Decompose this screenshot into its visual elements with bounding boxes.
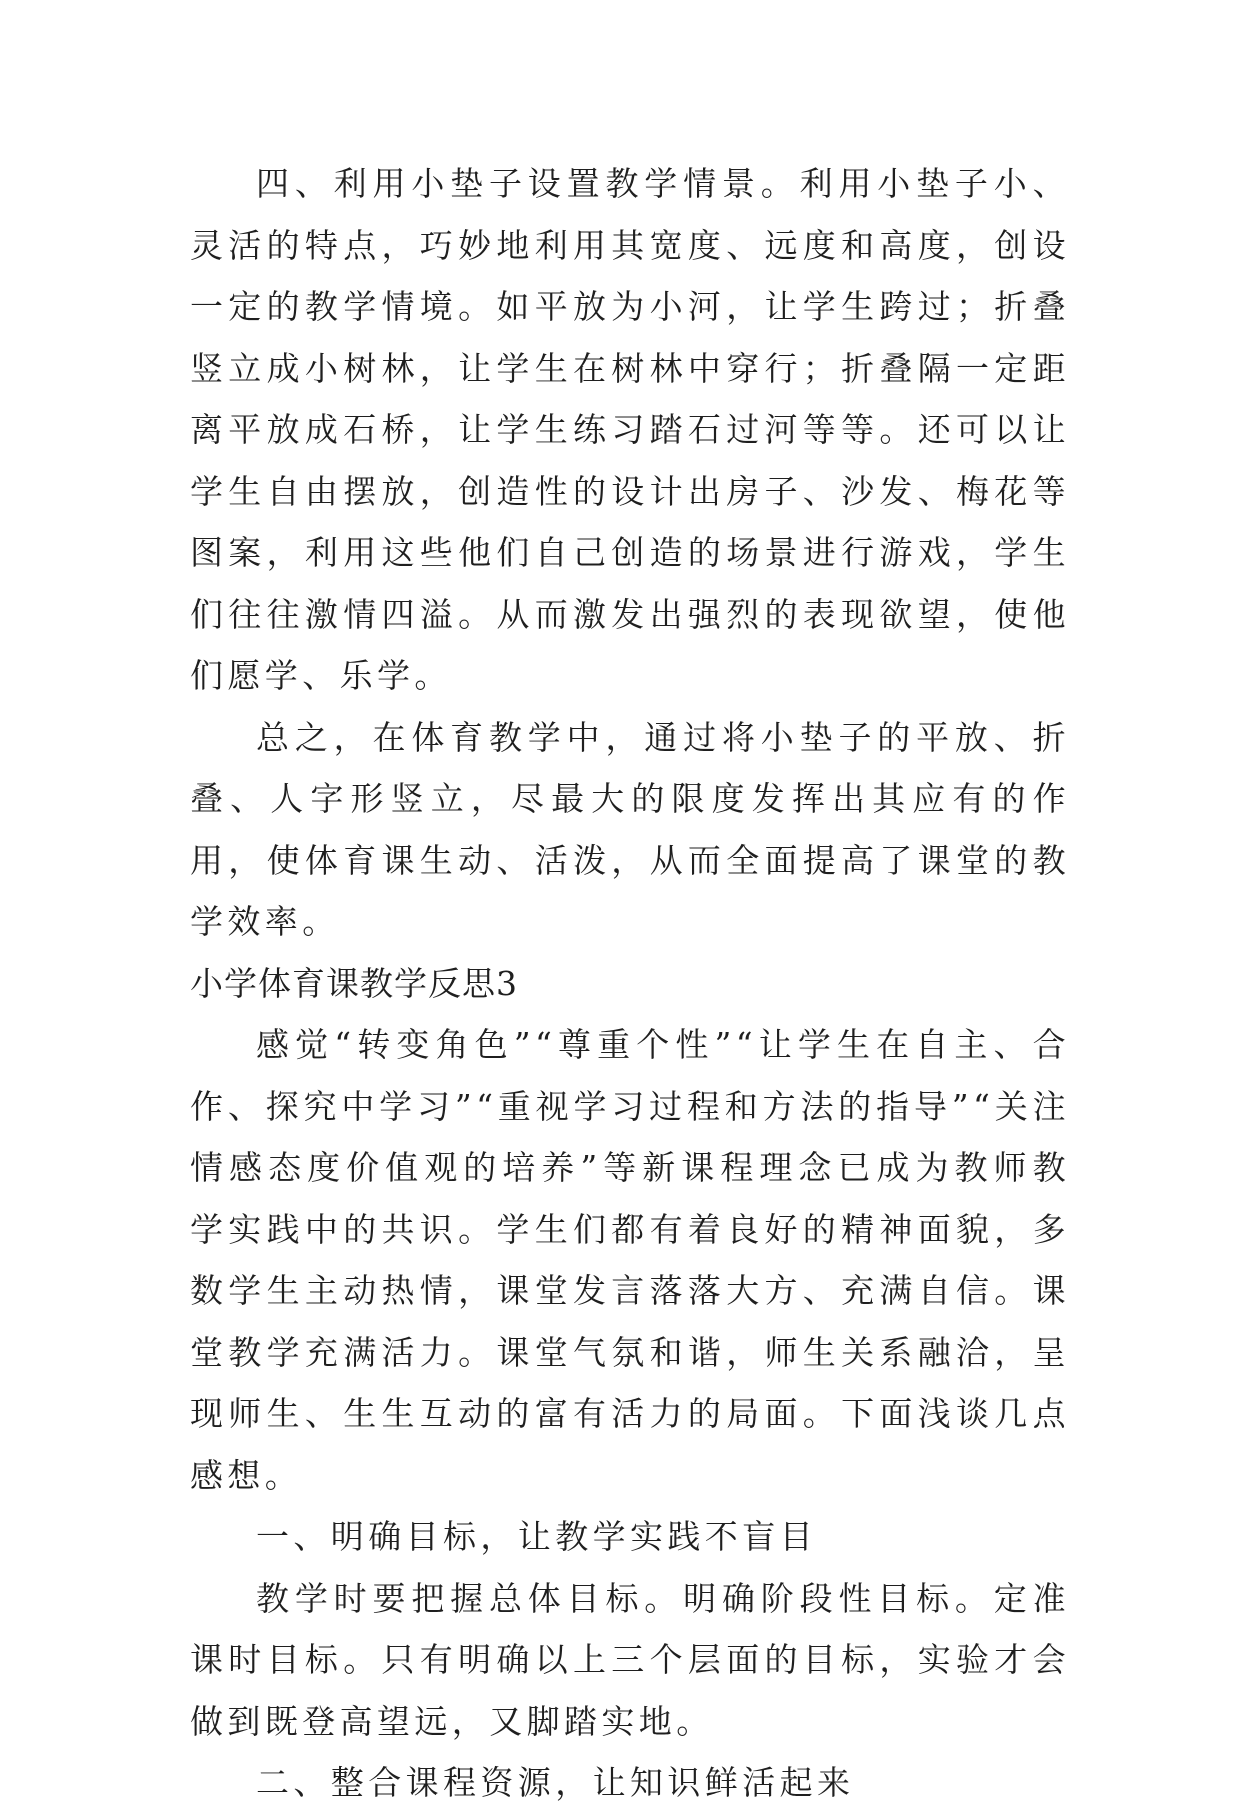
paragraph-goals-detail: 教学时要把握总体目标。明确阶段性目标。定准课时目标。只有明确以上三个层面的目标，实验才会做到既登高望远，又脚踏实地。 (190, 1578, 1070, 1741)
paragraph-new-curriculum-concepts: 感觉“转变角色”“尊重个性”“让学生在自主、合作、探究中学习”“重视学习过程和方法的指导”“关注情感态度价值观的培养”等新课程理念已成为教师教学实践中的共识。学生们都有着良好的精神面貌，多数学生主动热情，课堂发言落落大方、充满自信。课堂教学充满活力。课堂气氛和谐，师生关系融洽，呈现师生、生生互动的富有活力的局面。下面浅谈几点感想。 (190, 1025, 1070, 1495)
subheading-integrate-resources: 二、整合课程资源，让知识鲜活起来 (256, 1763, 855, 1802)
paragraph-mat-teaching-scenarios: 四、利用小垫子设置教学情景。利用小垫子小、灵活的特点，巧妙地利用其宽度、远度和高度，创设一定的教学情境。如平放为小河，让学生跨过；折叠竖立成小树林，让学生在树林中穿行；折叠隔一定距离平放成石桥，让学生练习踏石过河等等。还可以让学生自由摆放，创造性的设计出房子、沙发、梅花等图案，利用这些他们自己创造的场景进行游戏，学生们往往激情四溢。从而激发出强烈的表现欲望，使他们愿学、乐学。 (190, 164, 1070, 695)
subheading-clear-goals: 一、明确目标，让教学实践不盲目 (256, 1517, 817, 1556)
paragraph-summary: 总之，在体育教学中，通过将小垫子的平放、折叠、人字形竖立，尽最大的限度发挥出其应有的作用，使体育课生动、活泼，从而全面提高了课堂的教学效率。 (190, 717, 1070, 941)
section-title: 小学体育课教学反思3 (190, 963, 518, 1003)
document-body (190, 153, 1070, 1814)
